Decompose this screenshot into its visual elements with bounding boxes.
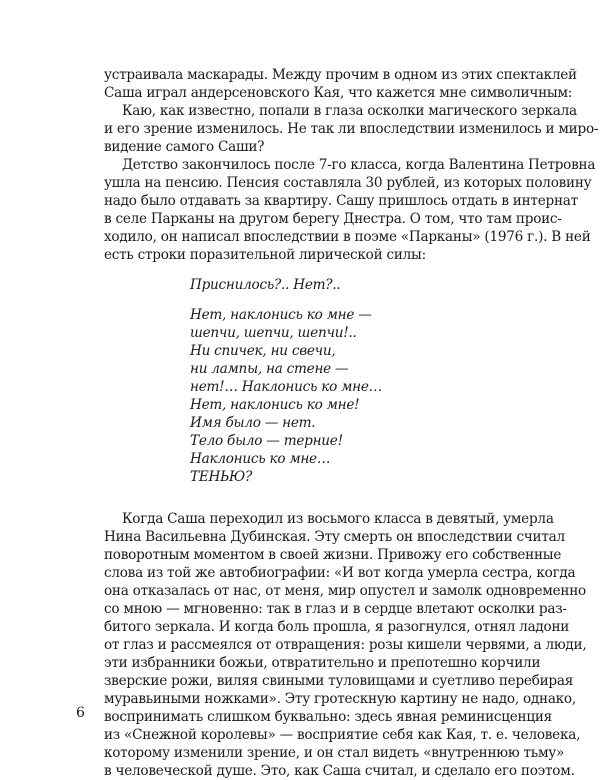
poem-quote	[190, 276, 522, 486]
text-line: видение самого Саши?	[104, 139, 265, 155]
poem-line: Нет, наклонись ко мне —	[190, 307, 372, 323]
page-number: 6	[76, 705, 85, 721]
paragraph-4	[104, 510, 587, 780]
text-line: Саша играл андерсеновского Кая, что кажется мне символичным:	[104, 85, 573, 101]
text-line: в человеческой душе. Это, как Саша считал, и сделало его поэтом.	[104, 763, 575, 779]
text-line: зверские рожи, виляя свиными туловищами и суетливо перебирая	[104, 673, 574, 689]
page-body	[104, 66, 599, 780]
text-line: со мною — мгновенно: так в глаз и в сердце влетают осколки раз-	[104, 601, 567, 617]
poem-line: шепчи, шепчи, шепчи!..	[190, 325, 357, 341]
text-line: воспринимать слишком буквально: здесь явная реминисценция	[104, 709, 552, 725]
poem-line: Тело было — терние!	[190, 433, 343, 449]
paragraph-1	[104, 66, 577, 102]
text-line: слова из той же автобиографии: «И вот когда умерла сестра, когда	[104, 565, 576, 581]
poem-line: Имя было — нет.	[190, 415, 316, 431]
text-line: Детство закончилось после 7-го класса, когда Валентина Петровна	[122, 157, 596, 173]
text-line: битого зеркала. И когда боль прошла, я разогнулся, отнял ладони	[104, 619, 570, 635]
text-line: и его зрение изменилось. Не так ли впоследствии изменилось и миро-	[104, 121, 599, 137]
text-line: из «Снежной королевы» — восприятие себя как Кая, т. е. человека,	[104, 727, 581, 743]
text-line: которому изменили зрение, и он стал видеть «внутреннюю тьму»	[104, 745, 565, 761]
text-line: Каю, как известно, попали в глаза осколки магического зеркала	[122, 103, 577, 119]
text-line: эти избранники божьи, отвратительно и препотешно корчили	[104, 655, 541, 671]
text-line: в селе Парканы на другом берегу Днестра. О том, что там проис-	[104, 211, 562, 227]
poem-line: Нет, наклонись ко мне!	[190, 397, 360, 413]
poem-line: ТЕНЬЮ?	[190, 469, 253, 485]
text-line: муравьиными ножками». Эту гротескную картину не надо, однако,	[104, 691, 576, 707]
text-line: она отказалась от нас, от меня, мир опустел и замолк одновременно	[104, 583, 586, 599]
poem-line: нет!… Наклонись ко мне…	[190, 379, 382, 395]
paragraph-3	[104, 156, 596, 264]
poem-line: Приснилось?.. Нет?..	[190, 277, 341, 293]
poem-line: Наклонись ко мне…	[190, 451, 331, 467]
paragraph-2	[104, 102, 599, 156]
text-line: поворотным моментом в своей жизни. Привожу его собственные	[104, 547, 562, 563]
text-line: ходило, он написал впоследствии в поэме «Парканы» (1976 г.). В ней	[104, 229, 591, 245]
text-line: ушла на пенсию. Пенсия составляла 30 рублей, из которых половину	[104, 175, 592, 191]
poem-line: Ни спичек, ни свечи,	[190, 343, 336, 359]
text-line: от глаз и рассмеялся от отвращения: розы кишели червями, а люди,	[104, 637, 587, 653]
text-line: устраивала маскарады. Между прочим в одном из этих спектаклей	[104, 67, 577, 83]
text-line: Когда Саша переходил из восьмого класса в девятый, умерла	[122, 511, 554, 527]
text-line: надо было отдавать за квартиру. Сашу пришлось отдать в интернат	[104, 193, 578, 209]
text-line: есть строки поразительной лирической силы:	[104, 247, 426, 263]
poem-line: ни лампы, на стене —	[190, 361, 349, 377]
text-line: Нина Васильевна Дубинская. Эту смерть он впоследствии считал	[104, 529, 565, 545]
